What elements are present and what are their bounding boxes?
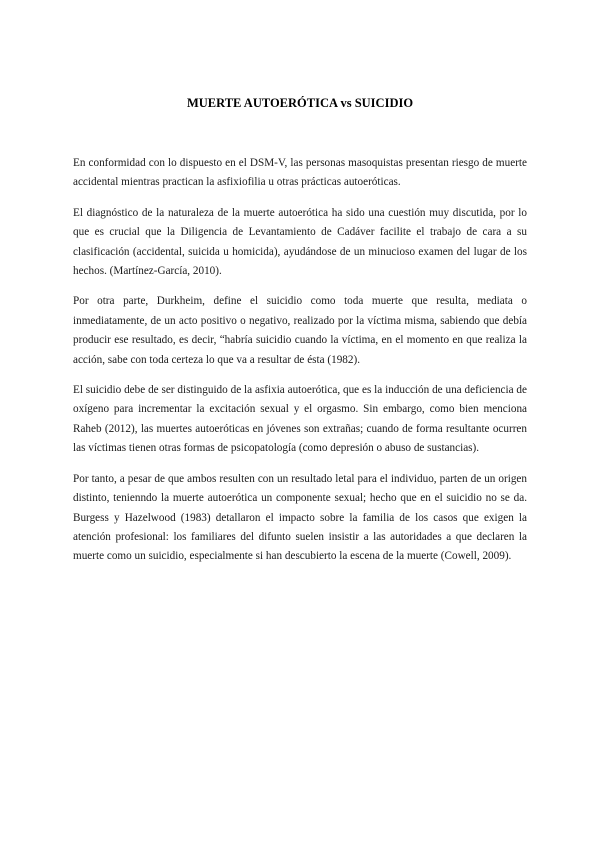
paragraph-durkheim: Por otra parte, Durkheim, define el suicidio como toda muerte que resulta, mediata o inmediatamente, de un acto positivo o negativo, realizado por la víctima misma, sabiendo que debía producir ese resultado, es decir, “habría suicidio cuando la víctima, en el momento en que realiza la acción, sabe con toda certeza lo que va a resultar de ésta (1982). xyxy=(73,295,527,366)
page-title: MUERTE AUTOERÓTICA vs SUICIDIO xyxy=(186,96,414,110)
paragraph-diagnostico: El diagnóstico de la naturaleza de la muerte autoerótica ha sido una cuestión muy discutida, por lo que es crucial que la Diligencia de Levantamiento de Cadáver facilite el trabajo de cara a su clasificación (accidental, suicida u homicida), ayudándose de un minucioso examen del lugar de los hechos. (Martínez-García, 2010). xyxy=(73,206,527,278)
document-body xyxy=(73,154,527,578)
paragraph-conclusion: Por tanto, a pesar de que ambos resulten con un resultado letal para el individuo, parten de un origen distinto, tenienndo la muerte autoerótica un componente sexual; hecho que en el suicidio no se da. Burgess y Hazelwood (1983) detallaron el impacto sobre la familia de los casos que exigen la atención profesional: los familiares del difunto suelen insistir a las autoridades a que declaren la muerte como un suicidio, especialmente si han descubierto la escena de la muerte (Cowell, 2009). xyxy=(73,472,527,563)
paragraph-dsm: En conformidad con lo dispuesto en el DSM-V, las personas masoquistas presentan riesgo de muerte accidental mientras practican la asfixiofilia u otras prácticas autoeróticas. xyxy=(73,157,527,189)
paragraph-asfixia: El suicidio debe de ser distinguido de la asfixia autoerótica, que es la inducción de una deficiencia de oxígeno para incrementar la excitación sexual y el orgasmo. Sin embargo, como bien menciona Raheb (2012), las muertes autoeróticas en jóvenes son extrañas; cuando de forma resultante ocurren las víctimas tienen otras formas de psicopatología (como depresión o abuso de sustancias). xyxy=(73,384,527,455)
